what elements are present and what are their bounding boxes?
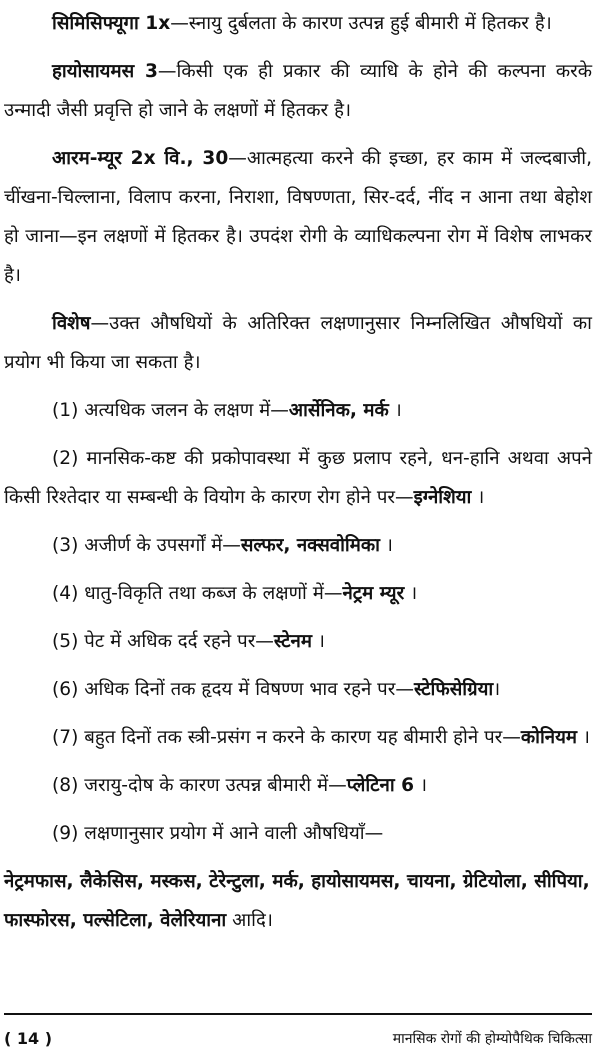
item-text: (5) पेट में अधिक दर्द रहने पर— <box>52 631 274 652</box>
special-note-paragraph <box>4 304 592 382</box>
item-end: । <box>493 679 501 700</box>
item-remedy: स्टेफिसेग्रिया <box>413 679 494 700</box>
footer-divider <box>4 1013 592 1015</box>
list-item-9 <box>4 814 592 853</box>
list-item-3 <box>4 526 592 565</box>
item-remedy: आर्सेनिक, मर्क <box>288 400 389 421</box>
page-body <box>4 4 592 949</box>
page-number: ( 14 ) <box>4 1028 53 1048</box>
remedy-name: हायोसायमस 3 <box>52 61 158 82</box>
item-end: । <box>379 535 393 556</box>
item-text: (4) धातु-विकृति तथा कब्ज के लक्षणों में— <box>52 583 343 604</box>
remedy-name: आरम-म्यूर 2x वि., 30 <box>52 148 229 169</box>
remedy-paragraph-aurum-mur <box>4 139 592 295</box>
list-item-8 <box>4 766 592 805</box>
list-item-2 <box>4 439 592 517</box>
page-footer <box>4 1018 592 1058</box>
remedy-list: नेट्रमफास, लैकेसिस, मस्कस, टेरेन्टुला, मर्क, हायोसायमस, चायना, ग्रेटियोला, सीपिया, फास्फोरस, पल्सेटिला, वेलेरियाना <box>4 871 590 931</box>
item-text: (9) लक्षणानुसार प्रयोग में आने वाली औषधियाँ— <box>52 823 384 844</box>
item-remedy: इग्नेशिया <box>413 487 472 508</box>
item-remedy: कोनियम <box>520 727 577 748</box>
special-heading: विशेष <box>52 313 91 334</box>
book-title: मानसिक रोगों की होम्योपैथिक चिकित्सा <box>392 1030 592 1047</box>
remedy-paragraph-hyoscyamus <box>4 52 592 130</box>
item-end: । <box>414 775 428 796</box>
list-item-5 <box>4 622 592 661</box>
item-end: । <box>577 727 590 748</box>
list-item-7 <box>4 718 592 757</box>
item-text: (6) अधिक दिनों तक हृदय में विषण्ण भाव रहने पर— <box>52 679 414 700</box>
item-remedy: स्टेनम <box>273 631 312 652</box>
item-text: (1) अत्यधिक जलन के लक्षण में— <box>52 400 289 421</box>
remedy-description: —आत्महत्या करने की इच्छा, हर काम में जल्दबाजी, चींखना-चिल्लाना, विलाप करना, निराशा, विषण्णता, सिर-दर्द, नींद न आना तथा बेहोश हो जाना—इन लक्षणों में हितकर है। उपदंश रोगी के व्याधिकल्पना रोग में विशेष लाभकर है। <box>4 148 592 286</box>
item-text: (3) अजीर्ण के उपसर्गों में— <box>52 535 241 556</box>
list-item-6 <box>4 670 592 709</box>
closing-end: आदि। <box>226 910 273 931</box>
item-text: (8) जरायु-दोष के कारण उत्पन्न बीमारी में— <box>52 775 347 796</box>
remedy-description: —किसी एक ही प्रकार की व्याधि के होने की कल्पना करके उन्मादी जैसी प्रवृत्ति हो जाने के लक्षणों में हितकर है। <box>4 61 592 121</box>
item-end: । <box>388 400 402 421</box>
remedy-description: —स्नायु दुर्बलता के कारण उत्पन्न हुई बीमारी में हितकर है। <box>170 13 552 34</box>
list-item-1 <box>4 391 592 430</box>
remedy-name: सिमिसिफ्यूगा 1x <box>52 13 171 34</box>
item-remedy: सल्फर, नक्सवोमिका <box>240 535 380 556</box>
remedy-list-closing <box>4 862 592 940</box>
item-end: । <box>404 583 418 604</box>
item-text: (7) बहुत दिनों तक स्त्री-प्रसंग न करने के कारण यह बीमारी होने पर— <box>52 727 521 748</box>
item-text: (2) मानसिक-कष्ट की प्रकोपावस्था में कुछ प्रलाप रहने, धन-हानि अथवा अपने किसी रिश्तेदार या सम्बन्धी के वियोग के कारण रोग होने पर— <box>4 448 592 508</box>
item-end: । <box>471 487 485 508</box>
item-remedy: नेट्रम म्यूर <box>342 583 405 604</box>
remedy-paragraph-cimicifuga <box>4 4 592 43</box>
special-description: —उक्त औषधियों के अतिरिक्त लक्षणानुसार निम्नलिखित औषधियों का प्रयोग भी किया जा सकता है। <box>4 313 592 373</box>
item-remedy: प्लेटिना 6 <box>346 775 415 796</box>
item-end: । <box>311 631 325 652</box>
list-item-4 <box>4 574 592 613</box>
